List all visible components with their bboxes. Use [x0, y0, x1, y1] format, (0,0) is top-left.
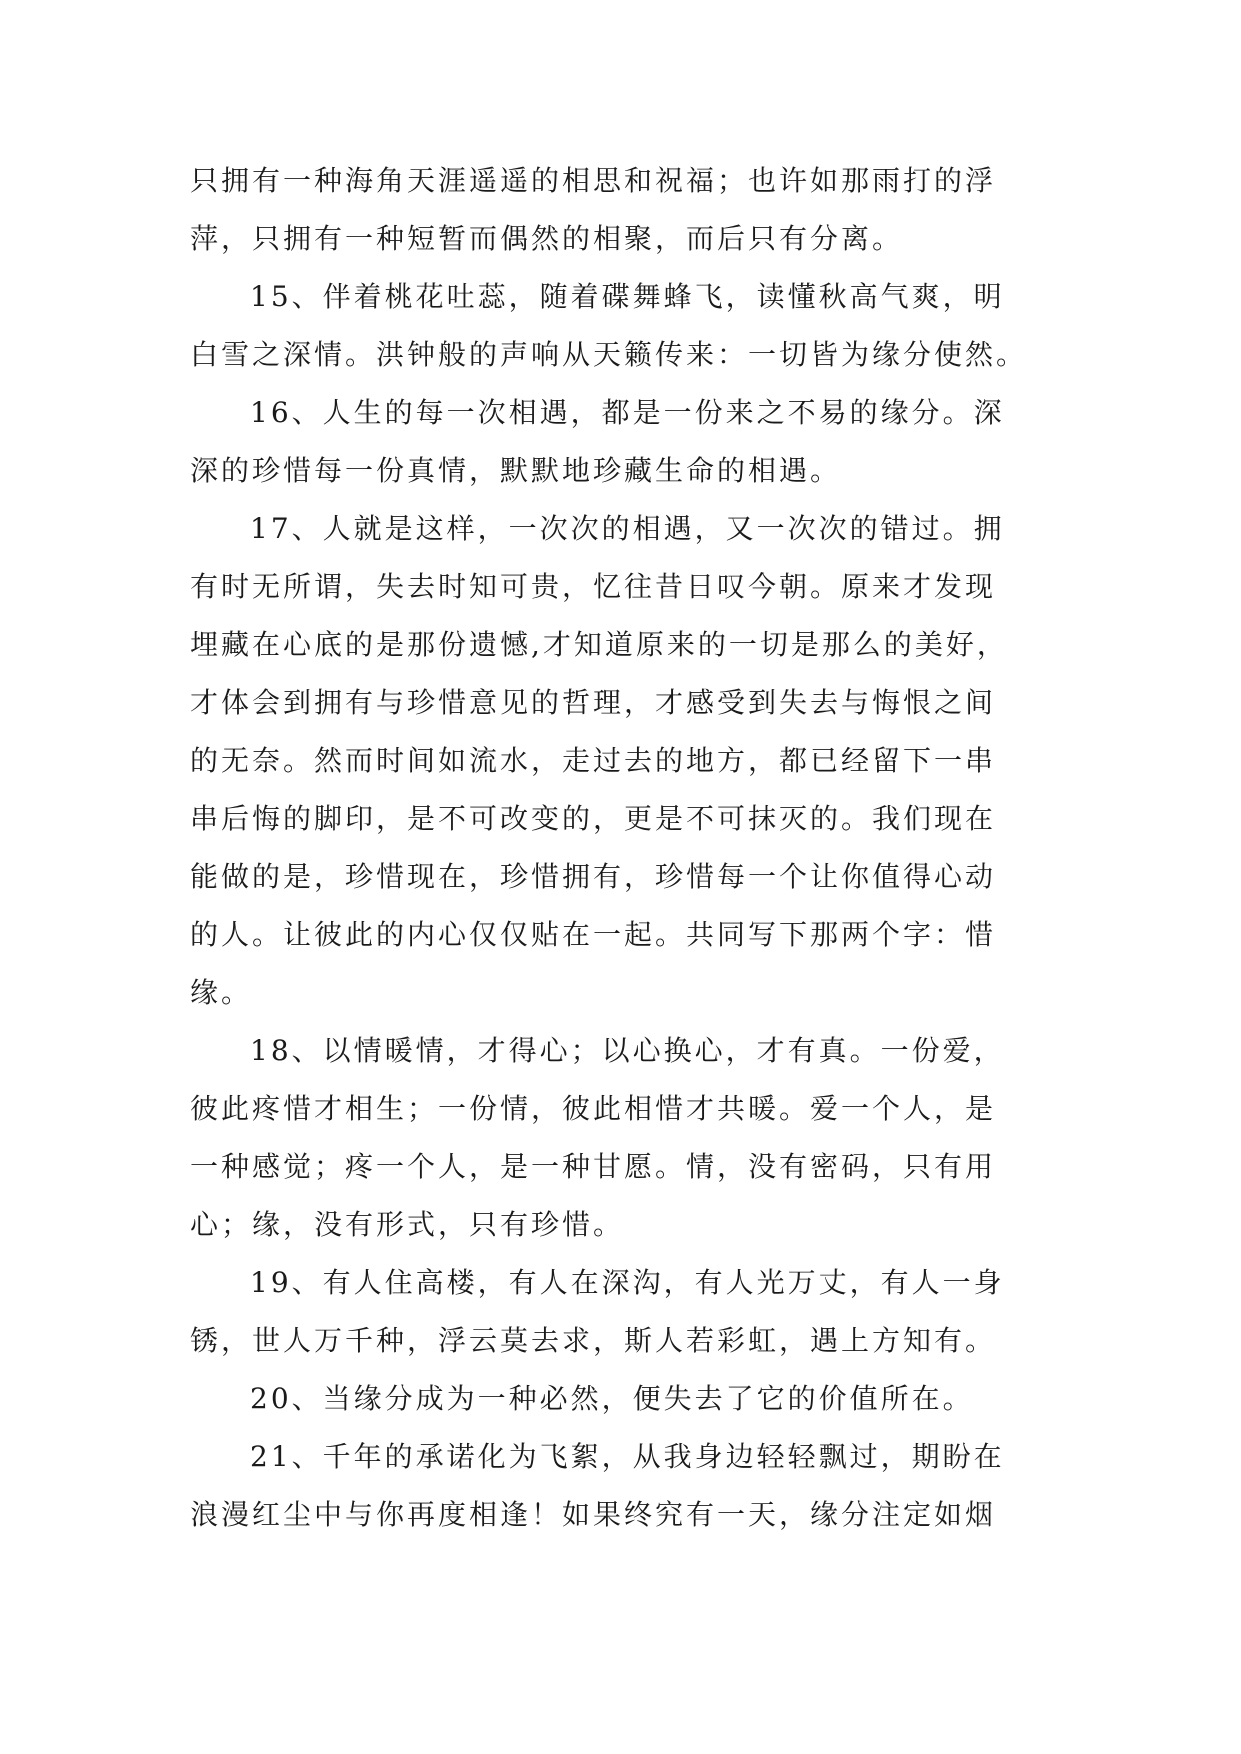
text-line: 缘。 — [190, 976, 253, 1009]
text-line: 有时无所谓，失去时知可贵，忆往昔日叹今朝。原来才发现 — [190, 570, 997, 603]
text-line: 能做的是，珍惜现在，珍惜拥有，珍惜每一个让你值得心动 — [190, 860, 997, 893]
text-line: 18、以情暖情，才得心；以心换心，才有真。一份爱， — [250, 1034, 1005, 1067]
text-line: 萍，只拥有一种短暂而偶然的相聚，而后只有分离。 — [190, 222, 904, 255]
text-line: 的无奈。然而时间如流水，走过去的地方，都已经留下一串 — [190, 744, 997, 777]
text-line: 20、当缘分成为一种必然，便失去了它的价值所在。 — [250, 1382, 974, 1415]
paragraph-14-continued — [190, 152, 1056, 268]
text-line: 17、人就是这样，一次次的相遇，又一次次的错过。拥 — [250, 512, 1005, 545]
text-line: 锈，世人万千种，浮云莫去求，斯人若彩虹，遇上方知有。 — [190, 1324, 997, 1357]
paragraph-17 — [190, 500, 1056, 1022]
text-line: 浪漫红尘中与你再度相逢！如果终究有一天，缘分注定如烟 — [190, 1498, 997, 1531]
text-line: 16、人生的每一次相遇，都是一份来之不易的缘分。深 — [250, 396, 1005, 429]
paragraph-16 — [190, 384, 1056, 500]
text-line: 深的珍惜每一份真情，默默地珍藏生命的相遇。 — [190, 454, 842, 487]
paragraph-21 — [190, 1428, 1056, 1544]
text-line: 15、伴着桃花吐蕊，随着碟舞蜂飞，读懂秋高气爽，明 — [250, 280, 1005, 313]
paragraph-15 — [190, 268, 1056, 384]
text-line: 埋藏在心底的是那份遗憾,才知道原来的一切是那么的美好， — [190, 628, 1008, 661]
text-line: 串后悔的脚印，是不可改变的，更是不可抹灭的。我们现在 — [190, 802, 997, 835]
text-line: 21、千年的承诺化为飞絮，从我身边轻轻飘过，期盼在 — [250, 1440, 1005, 1473]
text-line: 心；缘，没有形式，只有珍惜。 — [190, 1208, 625, 1241]
text-line: 只拥有一种海角天涯遥遥的相思和祝福；也许如那雨打的浮 — [190, 164, 997, 197]
text-line: 一种感觉；疼一个人，是一种甘愿。情，没有密码，只有用 — [190, 1150, 997, 1183]
paragraph-20 — [190, 1370, 1056, 1428]
text-line: 19、有人住高楼，有人在深沟，有人光万丈，有人一身 — [250, 1266, 1005, 1299]
text-line: 才体会到拥有与珍惜意见的哲理，才感受到失去与悔恨之间 — [190, 686, 997, 719]
paragraph-19 — [190, 1254, 1056, 1370]
text-line: 的人。让彼此的内心仅仅贴在一起。共同写下那两个字：惜 — [190, 918, 997, 951]
document-body — [190, 152, 1056, 1544]
text-line: 彼此疼惜才相生；一份情，彼此相惜才共暖。爱一个人，是 — [190, 1092, 997, 1125]
text-line: 白雪之深情。洪钟般的声响从天籁传来：一切皆为缘分使然。 — [190, 338, 1028, 371]
paragraph-18 — [190, 1022, 1056, 1254]
